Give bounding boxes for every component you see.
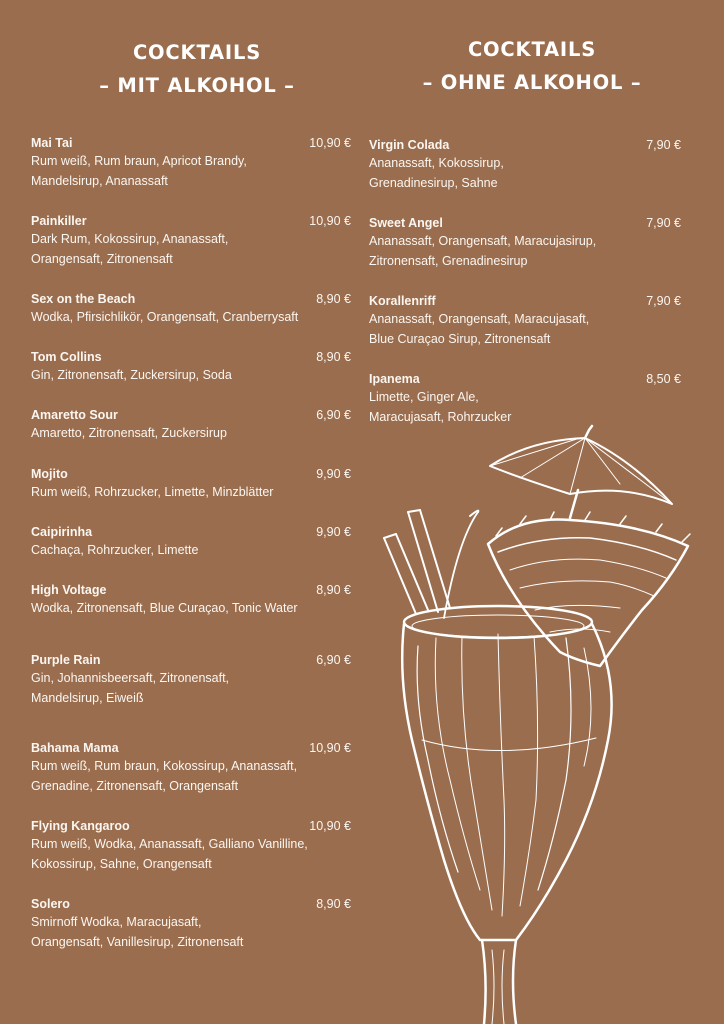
umbrella-icon (490, 426, 672, 518)
menu-item (31, 290, 351, 328)
description-line: Rum weiß, Wodka, Ananassaft, Galliano Vanilline, (31, 837, 308, 851)
item-name: Solero (31, 897, 70, 911)
item-price: 8,50 € (646, 372, 681, 386)
description-line: Rum weiß, Rum braun, Apricot Brandy, (31, 154, 247, 168)
description-line: Dark Rum, Kokossirup, Ananassaft, (31, 232, 229, 246)
item-description (31, 366, 351, 386)
item-name: Mojito (31, 467, 68, 481)
description-line: Ananassaft, Orangensaft, Maracujasaft, (369, 312, 590, 326)
item-price: 7,90 € (646, 138, 681, 152)
menu-item (369, 292, 681, 349)
menu-item (369, 136, 681, 193)
item-description (31, 835, 351, 874)
item-description (31, 152, 351, 191)
heading-without-alcohol (362, 33, 702, 99)
item-price: 7,90 € (646, 216, 681, 230)
description-line: Ananassaft, Orangensaft, Maracujasirup, (369, 234, 597, 248)
item-name: Virgin Colada (369, 138, 450, 152)
description-line: Mandelsirup, Eiweiß (31, 690, 144, 705)
item-description (31, 424, 351, 444)
glass-rim-icon (404, 606, 592, 638)
cocktail-glass-icon (370, 420, 710, 1024)
menu-item (31, 348, 351, 386)
item-description (31, 483, 351, 503)
menu-item (31, 581, 351, 619)
item-name: Flying Kangaroo (31, 819, 130, 833)
item-description (31, 230, 351, 269)
description-line: Ananassaft, Kokossirup, (369, 156, 504, 170)
heading-line: COCKTAILS (467, 38, 597, 61)
item-price: 9,90 € (316, 525, 351, 539)
menu-item (31, 651, 351, 708)
item-price: 10,90 € (309, 819, 351, 833)
description-line: Amaretto, Zitronensaft, Zuckersirup (31, 426, 227, 440)
item-description (369, 232, 681, 271)
item-name: Bahama Mama (31, 741, 119, 755)
description-line: Kokossirup, Sahne, Orangensaft (31, 856, 212, 871)
item-price: 6,90 € (316, 408, 351, 422)
item-price: 10,90 € (309, 214, 351, 228)
description-line: Orangensaft, Vanillesirup, Zitronensaft (31, 934, 244, 949)
heading-line: – OHNE ALKOHOL – (422, 71, 642, 94)
item-name: Sweet Angel (369, 216, 443, 230)
menu-item (31, 739, 351, 796)
item-name: Purple Rain (31, 653, 101, 667)
item-name: Mai Tai (31, 136, 73, 150)
item-description (31, 308, 351, 328)
item-name: Amaretto Sour (31, 408, 118, 422)
glass-body-icon (402, 624, 611, 940)
item-description (31, 757, 351, 796)
item-name: Tom Collins (31, 350, 102, 364)
item-price: 10,90 € (309, 136, 351, 150)
description-line: Blue Curaçao Sirup, Zitronensaft (369, 331, 551, 346)
item-price: 8,90 € (316, 350, 351, 364)
item-description (31, 913, 351, 952)
description-line: Rum weiß, Rohrzucker, Limette, Minzblätter (31, 485, 274, 499)
item-price: 6,90 € (316, 653, 351, 667)
description-line: Limette, Ginger Ale, (369, 390, 479, 404)
item-description (31, 541, 351, 561)
item-price: 8,90 € (316, 583, 351, 597)
description-line: Orangensaft, Zitronensaft (31, 251, 173, 266)
description-line: Wodka, Pfirsichlikör, Orangensaft, Cranberrysaft (31, 310, 299, 324)
item-name: High Voltage (31, 583, 107, 597)
menu-item (31, 895, 351, 952)
item-price: 9,90 € (316, 467, 351, 481)
item-name: Sex on the Beach (31, 292, 136, 306)
description-line: Gin, Johannisbeersaft, Zitronensaft, (31, 671, 230, 685)
menu-item (369, 370, 681, 427)
description-line: Grenadinesirup, Sahne (369, 175, 498, 190)
description-line: Wodka, Zitronensaft, Blue Curaçao, Tonic Water (31, 601, 298, 615)
item-description (369, 154, 681, 193)
item-price: 8,90 € (316, 897, 351, 911)
menu-item (31, 465, 351, 503)
description-line: Gin, Zitronensaft, Zuckersirup, Soda (31, 368, 232, 382)
item-description (369, 310, 681, 349)
description-line: Mandelsirup, Ananassaft (31, 173, 168, 188)
item-name: Caipirinha (31, 525, 93, 539)
heading-line: – MIT ALKOHOL – (99, 74, 295, 97)
description-line: Zitronensaft, Grenadinesirup (369, 253, 528, 268)
item-price: 8,90 € (316, 292, 351, 306)
menu-item (31, 817, 351, 874)
menu-item (31, 212, 351, 269)
item-name: Korallenriff (369, 294, 436, 308)
item-description (31, 669, 351, 708)
description-line: Cachaça, Rohrzucker, Limette (31, 543, 199, 557)
item-price: 7,90 € (646, 294, 681, 308)
item-price: 10,90 € (309, 741, 351, 755)
heading-line: COCKTAILS (132, 41, 262, 64)
glass-stem-icon (482, 940, 516, 1024)
menu-item (31, 134, 351, 191)
pineapple-wedge-icon (488, 512, 690, 666)
straw-icon (384, 510, 450, 614)
description-line: Maracujasaft, Rohrzucker (369, 409, 512, 424)
menu-item (31, 406, 351, 444)
item-description (31, 599, 351, 619)
description-line: Rum weiß, Rum braun, Kokossirup, Ananassaft, (31, 759, 298, 773)
description-line: Smirnoff Wodka, Maracujasaft, (31, 915, 202, 929)
menu-item (31, 523, 351, 561)
item-name: Ipanema (369, 372, 420, 386)
description-line: Grenadine, Zitronensaft, Orangensaft (31, 778, 239, 793)
item-name: Painkiller (31, 214, 87, 228)
menu-item (369, 214, 681, 271)
heading-with-alcohol (20, 36, 374, 102)
